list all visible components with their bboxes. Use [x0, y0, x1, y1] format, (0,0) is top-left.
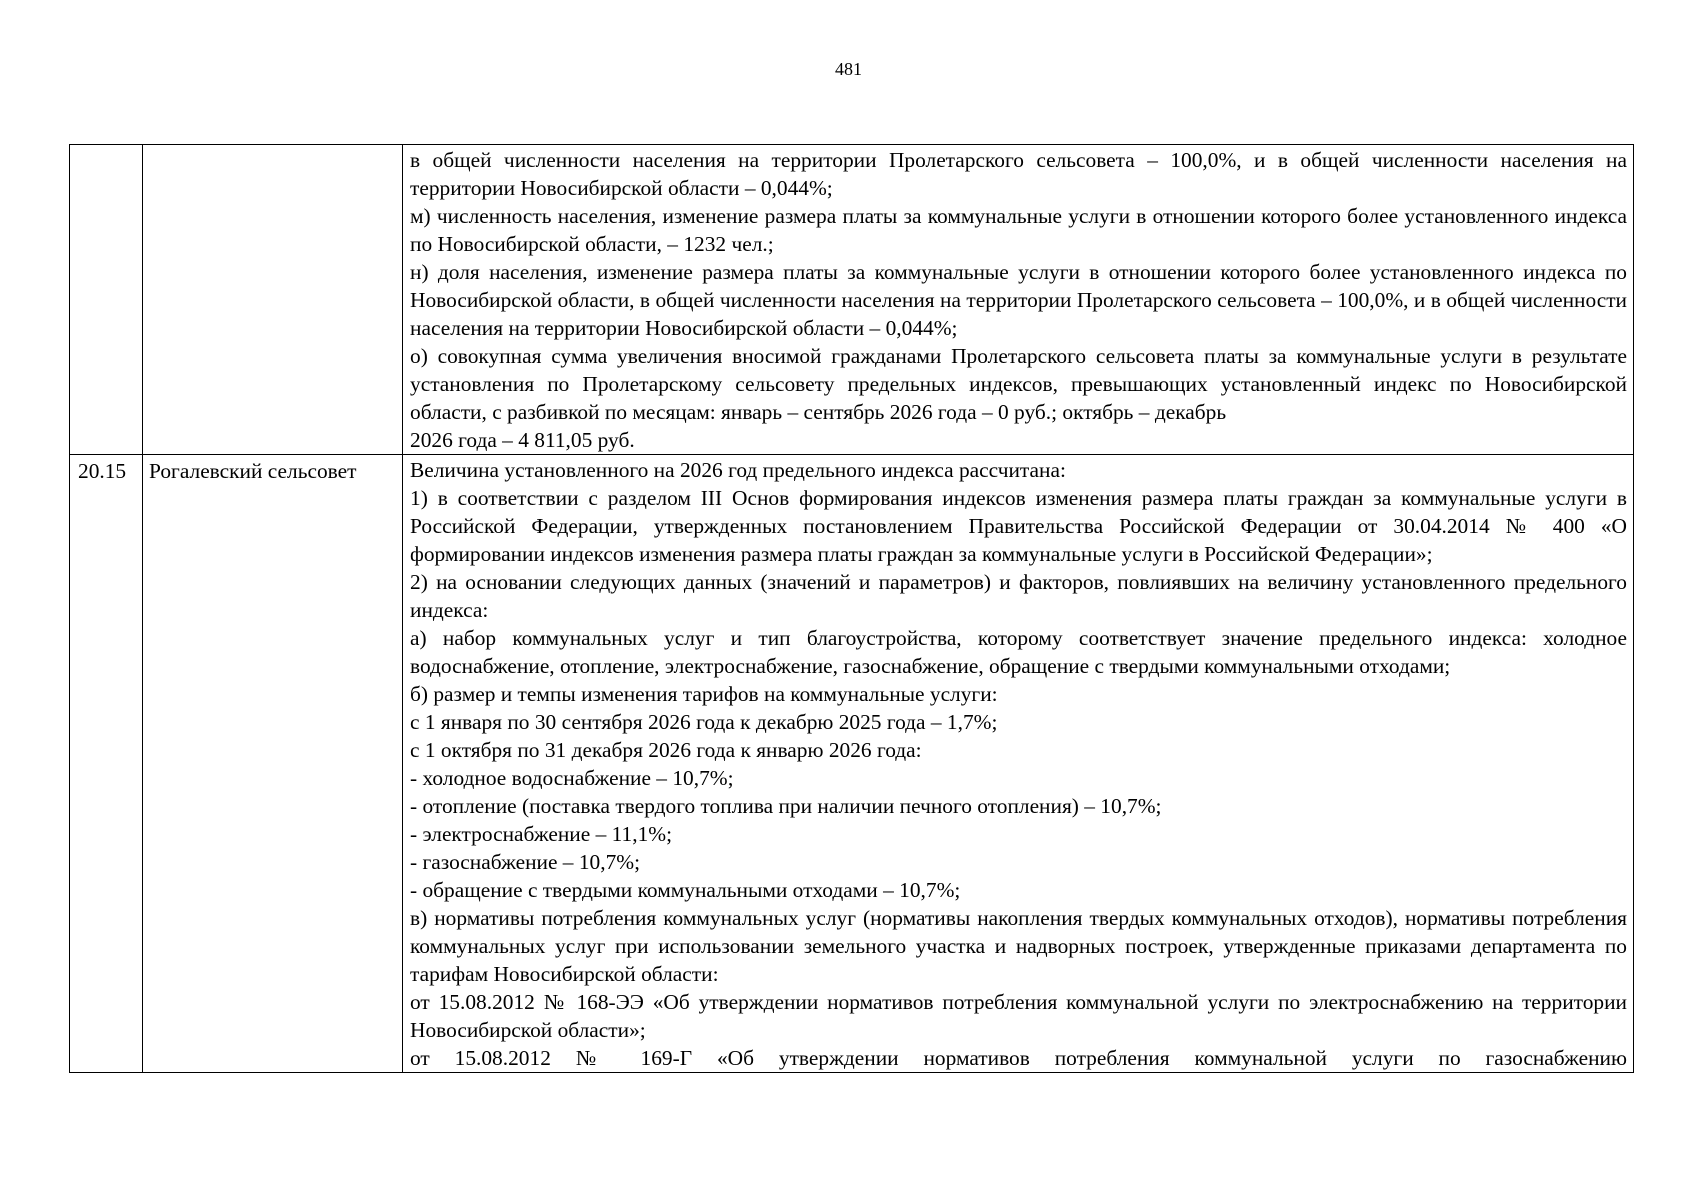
paragraph: от 15.08.2012 № 168-ЭЭ «Об утверждении нормативов потребления коммунальной услуги по электроснабжению на территории Новосибирской области»; [410, 990, 1627, 1042]
paragraph: б) размер и темпы изменения тарифов на коммунальные услуги: [410, 682, 998, 706]
paragraph: о) совокупная сумма увеличения вносимой гражданами Пролетарского сельсовета платы за коммунальные услуги в результате установления по Пролетарскому сельсовету предельных индексов, превышающих установленный индекс по Новосибирской области, с разбивкой по месяцам: январь – сентябрь 2026 года – 0 руб.; октябрь – декабрь [410, 344, 1627, 424]
row-name-cell [143, 145, 403, 455]
paragraph: н) доля населения, изменение размера платы за коммунальные услуги в отношении которого более установленного индекса по Новосибирской области, в общей численности населения на территории Пролетарского сельсовета – 100,0%, и в общей численности населения на территории Новосибирской области – 0,044%; [410, 260, 1627, 340]
table-row [70, 455, 1634, 1073]
paragraph: от 15.08.2012 № 169-Г «Об утверждении нормативов потребления коммунальной услуги по газоснабжению [410, 1046, 1627, 1070]
row-number-cell [70, 145, 143, 455]
document-table [69, 144, 1634, 1073]
paragraph: - электроснабжение – 11,1%; [410, 822, 673, 846]
paragraph: - отопление (поставка твердого топлива при наличии печного отопления) – 10,7%; [410, 794, 1162, 818]
paragraph: - холодное водоснабжение – 10,7%; [410, 766, 734, 790]
paragraph: в) нормативы потребления коммунальных услуг (нормативы накопления твердых коммунальных отходов), нормативы потребления коммунальных услуг при использовании земельного участка и надворных построек, утвержденные приказами департамента по тарифам Новосибирской области: [410, 906, 1627, 986]
paragraph: с 1 октября по 31 декабря 2026 года к январю 2026 года: [410, 738, 922, 762]
row-number-cell: 20.15 [70, 455, 143, 1073]
paragraph: а) набор коммунальных услуг и тип благоустройства, которому соответствует значение предельного индекса: холодное водоснабжение, отопление, электроснабжение, газоснабжение, обращение с твердыми коммунальными отходами; [410, 626, 1627, 678]
paragraph: с 1 января по 30 сентября 2026 года к декабрю 2025 года – 1,7%; [410, 710, 998, 734]
paragraph: в общей численности населения на территории Пролетарского сельсовета – 100,0%, и в общей численности населения на территории Новосибирской области – 0,044%; [410, 148, 1627, 200]
paragraph: - обращение с твердыми коммунальными отходами – 10,7%; [410, 878, 961, 902]
paragraph: 1) в соответствии с разделом III Основ формирования индексов изменения размера платы граждан за коммунальные услуги в Российской Федерации, утвержденных постановлением Правительства Российской Федерации от 30.04.2014 № 400 «О формировании индексов изменения размера платы граждан за коммунальные услуги в Российской Федерации»; [410, 486, 1627, 566]
paragraph: м) численность населения, изменение размера платы за коммунальные услуги в отношении которого более установленного индекса по Новосибирской области, – 1232 чел.; [410, 204, 1627, 256]
paragraph: Величина установленного на 2026 год предельного индекса рассчитана: [410, 458, 1066, 482]
page-number: 481 [835, 59, 862, 79]
table-row [70, 145, 1634, 455]
paragraph: - газоснабжение – 10,7%; [410, 850, 641, 874]
paragraph: 2026 года – 4 811,05 руб. [410, 428, 635, 452]
row-text-cell [403, 145, 1634, 455]
paragraph: 2) на основании следующих данных (значений и параметров) и факторов, повлиявших на величину установленного предельного индекса: [410, 570, 1627, 622]
row-name-cell: Рогалевский сельсовет [143, 455, 403, 1073]
row-text-cell [403, 455, 1634, 1073]
